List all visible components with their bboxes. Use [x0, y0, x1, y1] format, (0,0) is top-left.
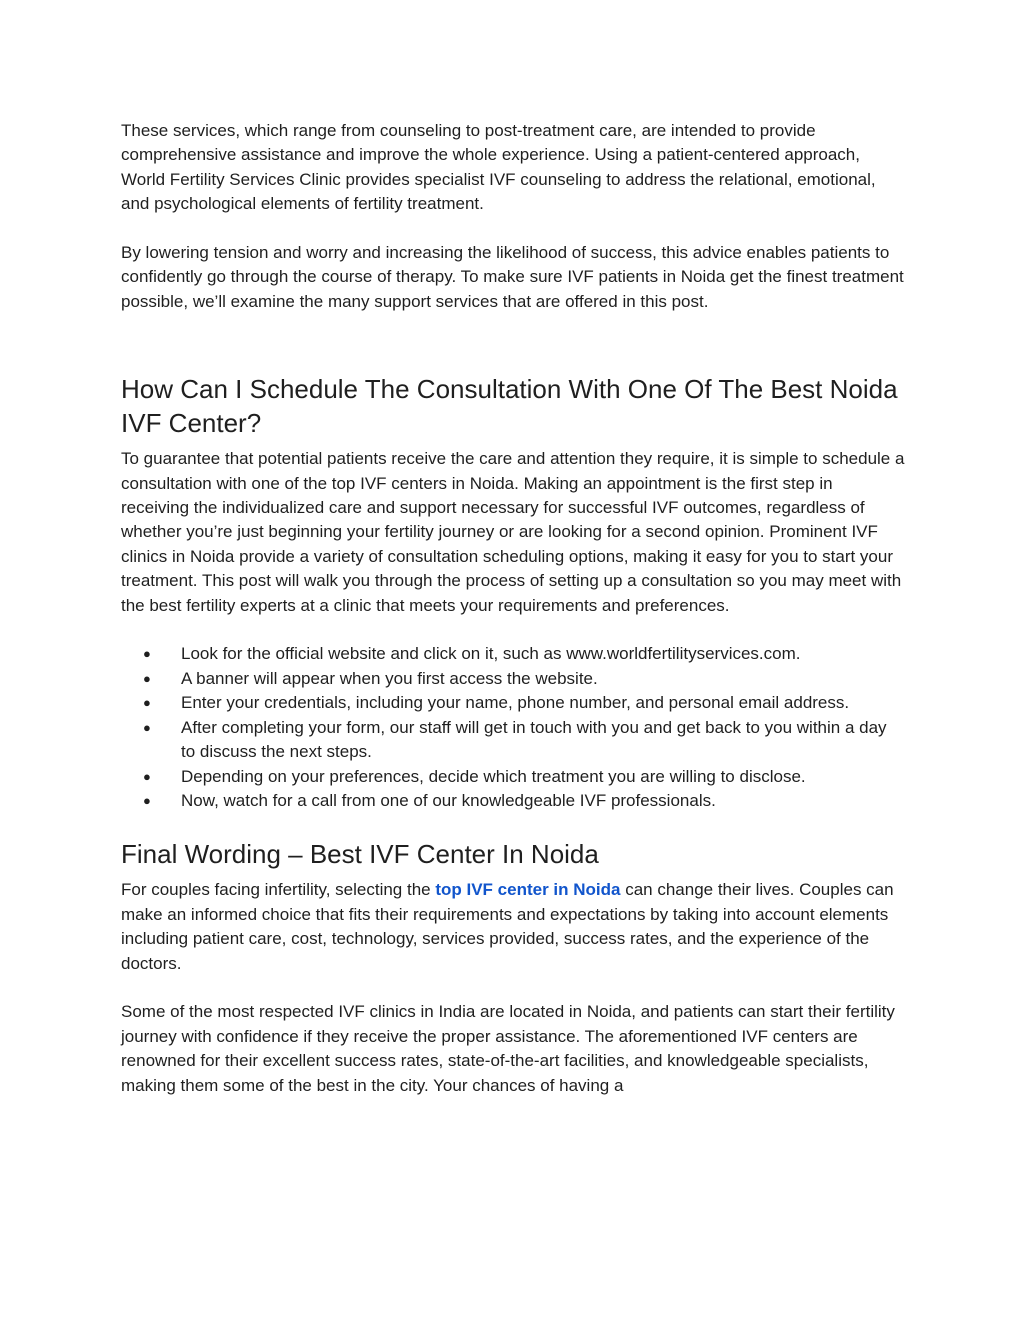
- schedule-paragraph: To guarantee that potential patients receive the care and attention they require, it is simple to schedule a consultation with one of the top IVF centers in Noida. Making an appointment is the first step in receiving the individualized care and support necessary for successful IVF outcomes, regardless of whether you’re just beginning your fertility journey or are looking for a second opinion. Prominent IVF clinics in Noida provide a variety of consultation scheduling options, making it easy for you to start your treatment. This post will walk you through the process of setting up a consultation so you may meet with the best fertility experts at a clinic that meets your requirements and preferences.: [121, 449, 905, 615]
- document-page: [121, 119, 905, 1098]
- bullet-icon: ●: [143, 646, 151, 662]
- list-item: ● Enter your credentials, including your name, phone number, and personal email address.: [121, 691, 905, 715]
- bullet-icon: ●: [143, 670, 151, 686]
- top-ivf-center-link[interactable]: top IVF center in Noida: [435, 880, 621, 900]
- bullet-icon: ●: [143, 719, 151, 735]
- final-paragraph-1: For couples facing infertility, selecting the top IVF center in Noida can change their lives. Couples can make an informed choice that fits their requirements and expectations by taking into account elements including patient care, cost, technology, services provided, success rates, and the experience of the doctors.: [121, 880, 894, 973]
- intro-paragraph-1: These services, which range from counseling to post-treatment care, are intended to provide comprehensive assistance and improve the whole experience. Using a patient-centered approach, World Fertility Services Clinic provides specialist IVF counseling to address the relational, emotional, and psychological elements of fertility treatment.: [121, 121, 876, 214]
- list-item: ● After completing your form, our staff will get in touch with you and get back to you within a day to discuss the next steps.: [143, 717, 887, 762]
- bullet-icon: ●: [143, 792, 151, 808]
- list-item: ● Look for the official website and click on it, such as www.worldfertilityservices.com.: [121, 642, 905, 666]
- steps-list: [121, 642, 905, 813]
- section-heading-schedule: How Can I Schedule The Consultation With One Of The Best Noida IVF Center?: [121, 374, 898, 439]
- list-item: ● A banner will appear when you first access the website.: [121, 667, 905, 691]
- section-heading-final-wording: Final Wording – Best IVF Center In Noida: [121, 839, 599, 870]
- bullet-icon: ●: [143, 695, 151, 711]
- intro-paragraph-2: By lowering tension and worry and increasing the likelihood of success, this advice enables patients to confidently go through the course of therapy. To make sure IVF patients in Noida get the finest treatment possible, we’ll examine the many support services that are offered in this post.: [121, 243, 904, 311]
- list-item: ● Depending on your preferences, decide which treatment you are willing to disclose.: [121, 765, 905, 789]
- list-item: ● Now, watch for a call from one of our knowledgeable IVF professionals.: [121, 789, 905, 813]
- bullet-icon: ●: [143, 768, 151, 784]
- final-paragraph-2: Some of the most respected IVF clinics in India are located in Noida, and patients can start their fertility journey with confidence if they receive the proper assistance. The aforementioned IVF centers are renowned for their excellent success rates, state-of-the-art facilities, and knowledgeable specialists, making them some of the best in the city. Your chances of having a: [121, 1002, 895, 1095]
